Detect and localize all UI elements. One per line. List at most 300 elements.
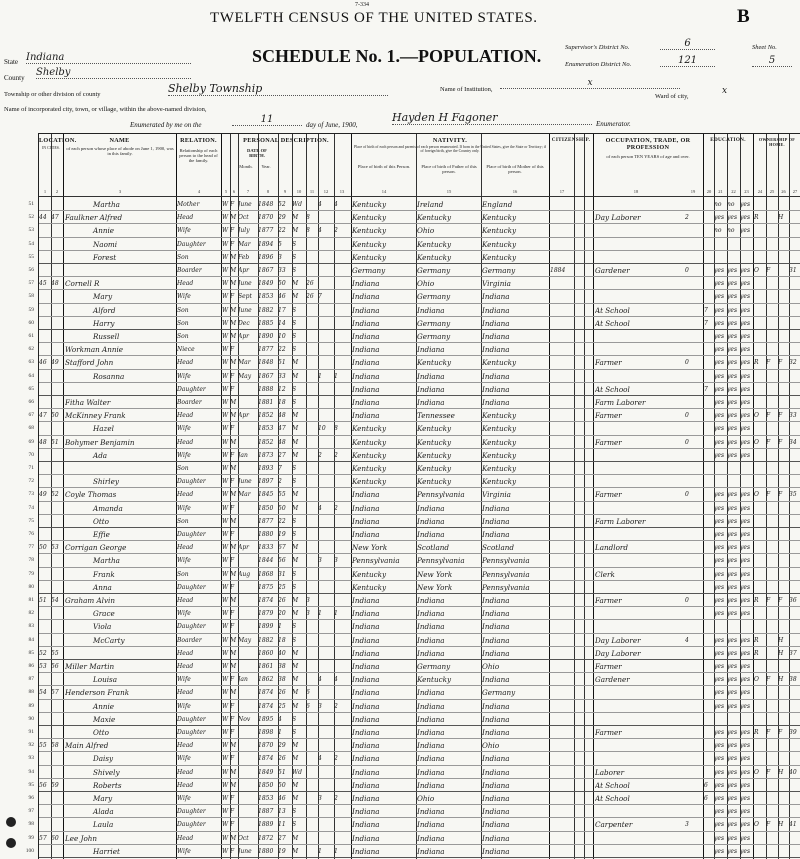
color-cell: W (222, 293, 229, 301)
occupation-cell: Farmer (595, 359, 622, 368)
speak-english-cell: yes (740, 557, 751, 565)
marital-cell: M (292, 649, 299, 657)
can-read-cell: yes (714, 385, 725, 393)
mother-birthplace-cell: Virginia (482, 280, 511, 289)
birth-year-cell: 1844 (258, 557, 274, 565)
can-read-cell: yes (714, 663, 725, 670)
mother-birthplace-cell: Indiana (482, 517, 510, 526)
name-cell: Bohymer Benjamin (65, 438, 135, 447)
can-write-cell: yes (727, 597, 738, 604)
name-cell: Forest (93, 253, 117, 262)
can-read-cell: yes (714, 795, 725, 802)
children-living-cell: 4 (334, 201, 338, 208)
sex-cell: F (230, 227, 235, 235)
place-mother-header: Place of birth of Mother of this person. (486, 164, 544, 175)
mother-birthplace-cell: Pennsylvania (482, 557, 530, 566)
free-mortgaged-cell: F (766, 491, 771, 499)
owned-rented-cell: R (754, 649, 759, 657)
row-number: 69 (28, 438, 34, 445)
mother-birthplace-cell: Pennsylvania (482, 570, 530, 579)
name-cell: Russell (93, 333, 120, 341)
birth-year-cell: 1833 (258, 544, 274, 552)
age-cell: 19 (278, 531, 286, 538)
months-unemployed-cell: 0 (685, 491, 689, 499)
speak-english-cell: yes (740, 504, 751, 512)
color-cell: W (222, 346, 229, 354)
row-number: 92 (28, 742, 34, 749)
age-cell: 2 (278, 478, 282, 486)
school-months-cell: 7 (704, 385, 708, 393)
enumerated-label: Enumerated by me on the (130, 121, 202, 129)
sex-cell: F (230, 385, 235, 393)
children-born-cell: 4 (318, 504, 322, 512)
father-birthplace-cell: Indiana (417, 306, 445, 315)
marital-cell: M (292, 689, 299, 697)
farm-schedule-cell: 35 (789, 491, 797, 499)
in-cities-header: IN CITIES. (42, 146, 60, 150)
column-number: 22 (731, 189, 736, 194)
marital-cell: M (292, 359, 299, 367)
row-number: 89 (28, 702, 34, 709)
sex-cell: F (230, 715, 235, 723)
speak-english-cell: yes (740, 821, 751, 829)
family-cell: 49 (51, 359, 59, 367)
marital-cell: S (292, 346, 297, 354)
father-birthplace-cell: Ohio (417, 227, 435, 236)
birth-year-cell: 1887 (258, 808, 274, 816)
can-write-cell: yes (727, 610, 738, 618)
birthplace-cell: Indiana (352, 742, 380, 751)
speak-english-cell: yes (740, 597, 751, 604)
row-number: 74 (28, 504, 34, 511)
sex-cell: M (230, 649, 237, 657)
birth-month-cell: Oct (238, 214, 249, 222)
enum-district-label: Enumeration District No. (565, 61, 632, 68)
marital-cell: S (292, 821, 297, 829)
row-number: 90 (28, 715, 34, 722)
occupation-description: of each person TEN YEARS of age and over. (606, 154, 690, 159)
row-number: 81 (28, 597, 34, 603)
birthplace-cell: Indiana (352, 504, 380, 513)
marital-cell: M (292, 504, 299, 512)
birth-month-cell: May (238, 372, 252, 380)
speak-english-cell: yes (740, 676, 751, 684)
mother-birthplace-cell: Ohio (482, 742, 500, 751)
color-cell: W (222, 319, 229, 327)
marital-cell: S (292, 267, 297, 274)
can-read-cell: yes (714, 280, 725, 288)
column-number: 1 (43, 189, 47, 194)
name-cell: Harry (93, 319, 115, 328)
color-cell: W (222, 742, 229, 750)
father-birthplace-cell: Ohio (417, 795, 435, 803)
place-person-header: Place of birth of this Person. (357, 164, 411, 169)
mother-birthplace-cell: Indiana (482, 399, 510, 407)
name-cell: Coyle Thomas (65, 491, 117, 500)
speak-english-cell: yes (740, 649, 751, 657)
name-cell: Alada (93, 808, 114, 817)
birth-year-cell: 1872 (258, 834, 274, 842)
relation-cell: Wife (177, 676, 191, 684)
birth-year-cell: 1898 (258, 729, 274, 736)
can-write-cell: yes (727, 676, 738, 684)
row-rule (39, 725, 800, 726)
mother-birthplace-cell: Kentucky (482, 478, 517, 487)
birth-year-cell: 1849 (258, 768, 274, 776)
mother-birthplace-cell: Kentucky (482, 253, 517, 262)
speak-english-cell: yes (740, 517, 751, 525)
color-cell: W (222, 676, 229, 684)
family-cell: 59 (51, 781, 59, 789)
speak-english-cell: yes (740, 293, 751, 301)
farm-schedule-cell: 39 (789, 729, 797, 736)
mother-birthplace-cell: Kentucky (482, 240, 517, 249)
township-value: Shelby Township (168, 82, 388, 96)
speak-english-cell: yes (740, 451, 751, 459)
years-married-cell: 8 (306, 227, 310, 235)
can-read-cell: yes (714, 755, 725, 763)
occupation-cell: Farmer (595, 491, 622, 500)
birth-year-cell: 1852 (258, 412, 274, 420)
birth-month-cell: May (238, 636, 252, 644)
birth-year-cell: 1896 (258, 253, 274, 261)
father-birthplace-cell: Indiana (417, 385, 445, 394)
color-cell: W (222, 267, 229, 274)
birth-year-cell: 1885 (258, 319, 274, 327)
name-cell: Maxie (93, 715, 116, 724)
name-cell: Workman Annie (65, 346, 124, 355)
column-number: 14 (381, 189, 387, 194)
speak-english-cell: yes (740, 570, 751, 578)
birth-month-cell: June (238, 201, 252, 208)
family-cell: 51 (51, 438, 59, 446)
children-living-cell: 8 (334, 425, 338, 433)
birth-year-cell: 1845 (258, 491, 274, 499)
education-header: EDUCATION. (710, 137, 746, 143)
sex-cell: M (230, 570, 237, 578)
name-cell: Viola (93, 623, 112, 632)
father-birthplace-cell: Indiana (417, 808, 445, 817)
dwelling-cell: 56 (39, 781, 47, 789)
mother-birthplace-cell: England (482, 201, 513, 209)
name-cell: Amanda (93, 504, 123, 513)
relation-cell: Son (177, 333, 189, 340)
dwelling-cell: 53 (39, 663, 47, 670)
sex-cell: M (230, 359, 237, 367)
column-number: 9 (283, 189, 287, 194)
age-cell: 10 (278, 333, 286, 340)
speak-english-cell: yes (740, 491, 751, 499)
father-birthplace-cell: Indiana (417, 702, 445, 711)
age-cell: 14 (278, 319, 286, 327)
age-cell: 51 (278, 768, 286, 776)
mother-birthplace-cell: Kentucky (482, 412, 517, 421)
birth-month-cell: Aug (238, 570, 251, 578)
family-cell: 57 (51, 689, 59, 697)
relation-cell: Head (177, 214, 194, 222)
birth-year-cell: 1853 (258, 293, 274, 301)
mother-birthplace-cell: Indiana (482, 834, 510, 843)
relation-cell: Wife (177, 372, 191, 380)
marital-cell: S (292, 478, 297, 486)
months-unemployed-cell: 0 (685, 359, 689, 367)
owned-rented-cell: R (754, 636, 759, 644)
column-number: 25 (769, 189, 775, 194)
row-rule (39, 646, 800, 647)
family-cell: 52 (51, 491, 59, 499)
mother-birthplace-cell: Indiana (482, 597, 510, 605)
can-read-cell: yes (714, 214, 725, 222)
years-married-cell: 3 (306, 597, 310, 604)
birthplace-cell: Indiana (352, 517, 380, 526)
row-rule (39, 831, 800, 832)
marital-cell: M (292, 451, 299, 459)
months-unemployed-cell: 2 (685, 214, 689, 222)
sheet-label: Sheet No. (752, 44, 777, 51)
row-number: 76 (28, 531, 34, 537)
can-write-cell: yes (727, 399, 738, 406)
birth-month-cell: Apr (238, 544, 250, 552)
name-cell: Daisy (93, 755, 114, 764)
row-number: 70 (28, 451, 34, 458)
can-read-cell: no (714, 227, 722, 235)
speak-english-cell: yes (740, 346, 751, 354)
age-cell: 4 (278, 715, 282, 723)
row-number: 84 (28, 636, 34, 643)
father-birthplace-cell: Kentucky (417, 214, 452, 223)
name-cell: Otto (93, 517, 109, 526)
months-unemployed-cell: 0 (685, 597, 689, 604)
can-write-cell: yes (727, 319, 738, 327)
form-title: TWELFTH CENSUS OF THE UNITED STATES. (210, 10, 538, 26)
children-born-cell: 4 (318, 227, 322, 235)
age-cell: 17 (278, 306, 286, 314)
father-birthplace-cell: Tennessee (417, 412, 455, 421)
row-rule (39, 210, 800, 211)
row-rule (39, 342, 800, 343)
column-number: 18 (633, 189, 639, 194)
can-write-cell: yes (727, 385, 738, 393)
row-number: 51 (28, 201, 34, 207)
color-cell: W (222, 478, 229, 486)
column-number: 26 (781, 189, 786, 194)
sex-cell: M (230, 319, 237, 327)
row-rule (39, 527, 800, 528)
column-rule (584, 134, 585, 859)
color-cell: W (222, 781, 229, 789)
birth-year-cell: 1881 (258, 399, 274, 406)
owned-rented-cell: O (754, 491, 759, 499)
birth-year-cell: 1860 (258, 649, 274, 657)
ownership-header: OWNERSHIP OF HOME. (758, 137, 796, 147)
color-cell: W (222, 663, 229, 670)
can-write-cell: yes (727, 517, 738, 525)
birthplace-cell: Kentucky (352, 214, 387, 223)
can-write-cell: yes (727, 214, 738, 222)
column-number: 21 (718, 189, 723, 194)
birthplace-cell: Indiana (352, 280, 380, 289)
father-birthplace-cell: Indiana (417, 689, 445, 698)
age-cell: 48 (278, 438, 286, 446)
name-cell: Rosanna (93, 372, 125, 381)
birthplace-cell: Indiana (352, 663, 380, 671)
birth-year-cell: 1894 (258, 240, 274, 248)
row-rule (39, 553, 800, 554)
can-read-cell: yes (714, 768, 725, 776)
marital-cell: M (292, 425, 299, 433)
father-birthplace-cell: Indiana (417, 346, 445, 355)
mother-birthplace-cell: Indiana (482, 504, 510, 513)
marital-cell: M (292, 781, 299, 789)
row-rule (39, 329, 800, 330)
mother-birthplace-cell: Indiana (482, 649, 510, 658)
row-number: 56 (28, 267, 34, 273)
can-read-cell: yes (714, 808, 725, 816)
row-rule (39, 633, 800, 634)
name-cell: Mary (93, 293, 113, 302)
can-read-cell: yes (714, 333, 725, 340)
age-cell: 26 (278, 597, 286, 604)
father-birthplace-cell: Indiana (417, 399, 445, 407)
sex-cell: F (230, 201, 235, 208)
row-rule (39, 369, 800, 370)
birth-year-cell: 1873 (258, 451, 274, 459)
row-rule (39, 791, 800, 792)
marital-cell: M (292, 597, 299, 604)
can-write-cell: yes (727, 583, 738, 591)
sex-cell: F (230, 425, 235, 433)
row-number: 65 (28, 385, 34, 392)
marital-cell: S (292, 319, 297, 327)
mother-birthplace-cell: Indiana (482, 795, 510, 803)
speak-english-cell: yes (740, 201, 751, 208)
age-cell: 47 (278, 425, 286, 433)
color-cell: W (222, 465, 229, 472)
children-born-cell: 1 (318, 847, 322, 855)
sex-cell: F (230, 623, 235, 631)
children-born-cell: 4 (318, 755, 322, 763)
name-cell: Fitha Walter (65, 399, 111, 407)
can-read-cell: yes (714, 517, 725, 525)
family-cell: 56 (51, 663, 59, 670)
occupation-cell: Farmer (595, 412, 622, 421)
column-number: 2 (55, 189, 59, 194)
birth-year-cell: 1882 (258, 636, 274, 644)
birth-month-cell: Apr (238, 333, 250, 340)
farm-schedule-cell: 31 (789, 267, 797, 274)
speak-english-cell: yes (740, 385, 751, 393)
mother-birthplace-cell: Germany (482, 689, 516, 698)
age-cell: 20 (278, 610, 286, 618)
column-number: 15 (446, 189, 452, 194)
school-months-cell: 7 (704, 319, 708, 327)
speak-english-cell: yes (740, 412, 751, 420)
speak-english-cell: yes (740, 227, 751, 235)
name-cell: Harriet (93, 847, 120, 856)
father-birthplace-cell: Indiana (417, 847, 445, 856)
can-write-cell: yes (727, 795, 738, 802)
mother-birthplace-cell: Kentucky (482, 465, 517, 473)
column-number: 12 (323, 189, 329, 194)
mother-birthplace-cell: Pennsylvania (482, 583, 530, 592)
birth-year-cell: 1853 (258, 795, 274, 802)
color-cell: W (222, 201, 229, 208)
sex-cell: M (230, 280, 237, 288)
row-number: 82 (28, 610, 34, 617)
birth-month-cell: Oct (238, 834, 249, 842)
name-cell: Laula (93, 821, 114, 830)
age-cell: 40 (278, 649, 286, 657)
speak-english-cell: yes (740, 729, 751, 736)
row-number: 72 (28, 478, 34, 485)
relation-cell: Boarder (177, 267, 202, 274)
farm-house-cell: F (778, 491, 783, 499)
mother-birthplace-cell: Indiana (482, 293, 510, 302)
mother-birthplace-cell: Indiana (482, 808, 510, 817)
sex-cell: M (230, 742, 237, 750)
school-months-cell: 6 (704, 781, 708, 789)
speak-english-cell: yes (740, 636, 751, 644)
marital-cell: S (292, 399, 297, 406)
dwelling-cell: 48 (39, 438, 47, 446)
free-mortgaged-cell: F (766, 768, 771, 776)
marital-cell: M (292, 544, 299, 552)
sex-cell: F (230, 531, 235, 538)
row-number: 91 (28, 729, 34, 735)
years-married-cell: 26 (306, 280, 314, 288)
color-cell: W (222, 689, 229, 697)
birth-month-cell: July (238, 227, 250, 235)
can-read-cell: yes (714, 504, 725, 512)
father-birthplace-cell: Indiana (417, 781, 445, 790)
birth-year-cell: 1895 (258, 715, 274, 723)
sex-cell: F (230, 478, 235, 486)
speak-english-cell: yes (740, 531, 751, 538)
mother-birthplace-cell: Indiana (482, 531, 510, 539)
father-birthplace-cell: Indiana (417, 531, 445, 539)
father-birthplace-cell: Germany (417, 663, 451, 671)
row-number: 98 (28, 821, 34, 828)
age-cell: 31 (278, 570, 286, 578)
birth-month-cell: Feb (238, 253, 250, 261)
speak-english-cell: yes (740, 795, 751, 802)
marital-cell: M (292, 557, 299, 565)
row-rule (39, 276, 800, 277)
can-write-cell: yes (727, 504, 738, 512)
speak-english-cell: yes (740, 372, 751, 380)
relation-cell: Head (177, 544, 194, 552)
marital-cell: M (292, 755, 299, 763)
color-cell: W (222, 280, 229, 288)
can-read-cell: yes (714, 531, 725, 538)
mother-birthplace-cell: Kentucky (482, 451, 517, 460)
row-rule (39, 817, 800, 818)
birthplace-cell: Kentucky (352, 570, 387, 579)
occupation-cell: At School (595, 385, 630, 394)
father-birthplace-cell: Indiana (417, 834, 445, 843)
color-cell: W (222, 531, 229, 538)
sex-cell: M (230, 517, 237, 525)
mother-birthplace-cell: Germany (482, 267, 516, 275)
speak-english-cell: yes (740, 319, 751, 327)
color-cell: W (222, 808, 229, 816)
birth-year-cell: 1874 (258, 689, 274, 697)
birth-year-cell: 1877 (258, 517, 274, 525)
mother-birthplace-cell: Indiana (482, 821, 510, 830)
farm-house-cell: H (778, 214, 784, 222)
name-cell: Roberts (93, 781, 122, 790)
sex-cell: M (230, 438, 237, 446)
